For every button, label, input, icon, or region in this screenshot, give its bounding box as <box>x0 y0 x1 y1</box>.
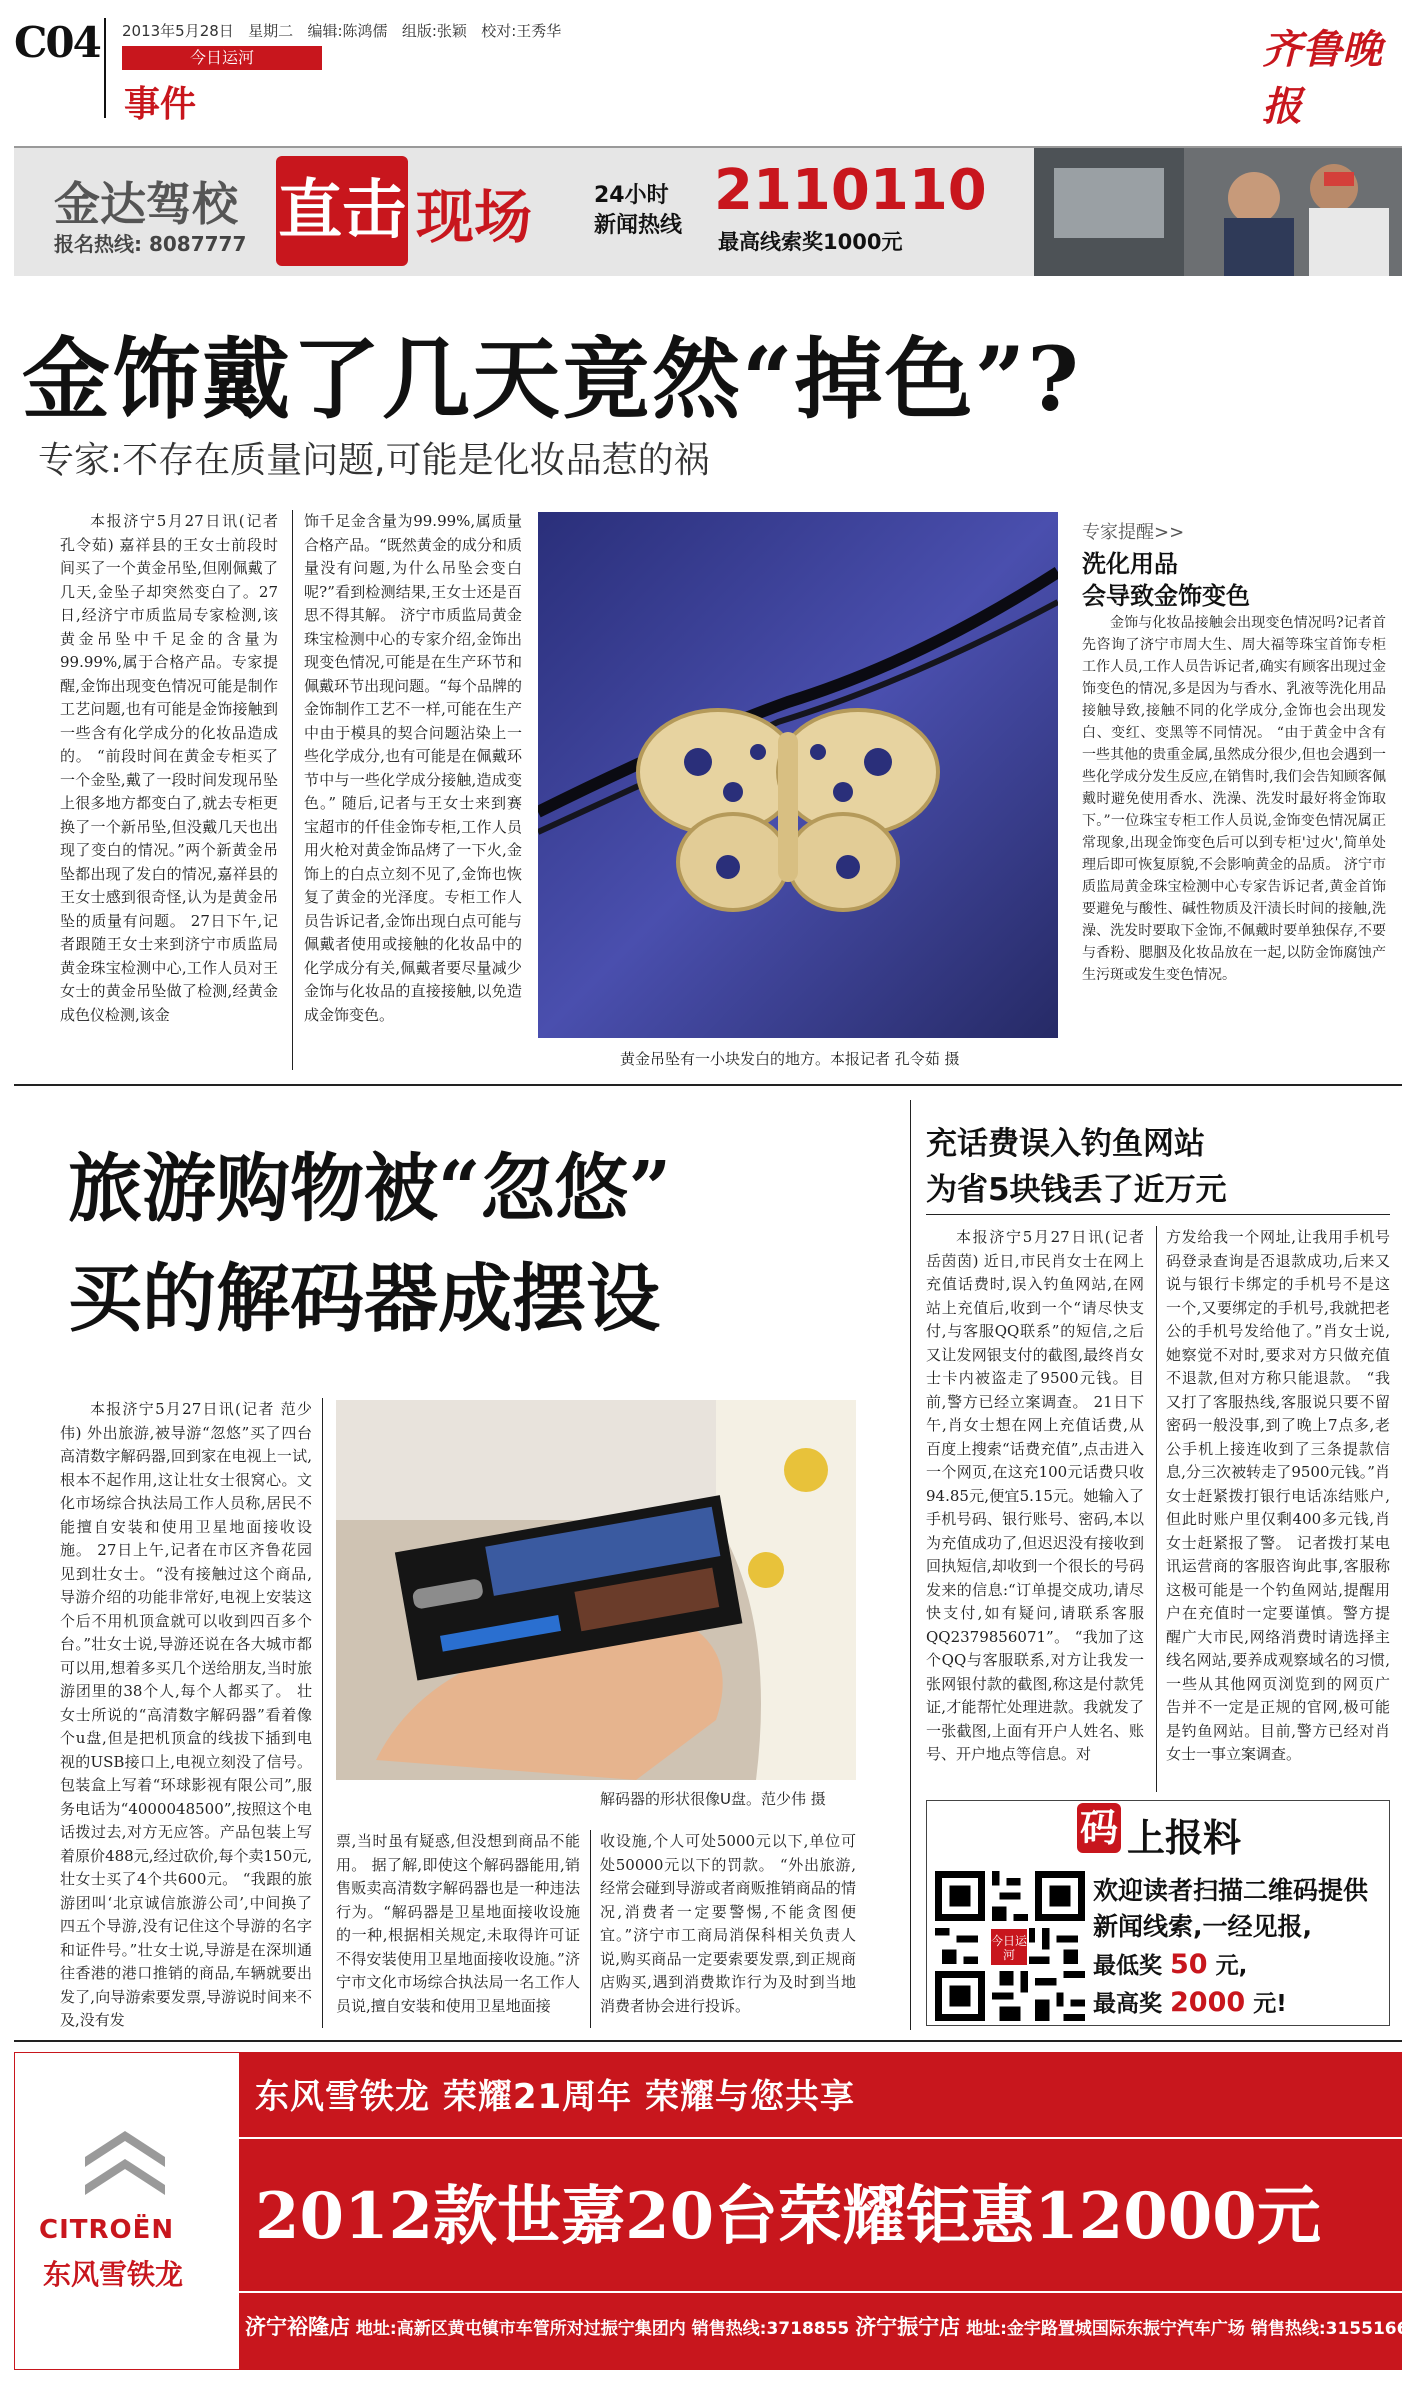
story3-divider <box>910 1100 911 2030</box>
ad-headline-1: 东风雪铁龙 荣耀21周年 荣耀与您共享 <box>255 2077 855 2117</box>
section-rule <box>14 1084 1402 1086</box>
column-divider <box>590 1830 591 2028</box>
decoder-photo-caption: 解码器的形状很像U盘。范少伟 摄 <box>600 1790 826 1808</box>
ad-red-panel <box>239 2053 1409 2369</box>
qr-max-label: 最高奖 <box>1093 1991 1162 2017</box>
banner-sponsor: 金达驾校 <box>54 177 238 231</box>
story3-headline-1: 充话费误入钓鱼网站 <box>926 1126 1205 1162</box>
banner-sponsor-phone: 报名热线: 8087777 <box>54 232 247 256</box>
banner-title-b: 现场 <box>416 183 533 251</box>
decoder-photo <box>336 1400 856 1780</box>
qr-title-char: 码 <box>1077 1803 1121 1853</box>
story3-column-1: 本报济宁5月27日讯(记者 岳茵茵) 近日,市民肖女士在网上充值话费时,误入钓鱼网站,在网站上充值后,收到一个“请尽快支付,与客服QQ联系”的短信,之后又让发网银支付的截图,最终肖女士卡内被盗走了9500元钱。目前,警方已经立案调查。 21日下午,肖女士想在网上充值话费,从百度上搜索“话费充值”,点击进入一个网页,在这充100元话费只收94.85元,便宜5.15元。她输入了手机号码、银行账号、密码,本以为充值成功了,但迟迟没有接收到回执短信,却收到一个很长的号码发来的信息:“订单提交成功,请尽快支付,如有疑问,请联系客服QQ2379856071”。 “我加了这个QQ与客服联系,对方让我发一张网银付款的截图,称这是付款凭证,才能帮忙处理进款。我就发了一张截图,上面有开户人姓名、账号、开户地点等信息。对 <box>926 1228 1144 1763</box>
citroen-logo-cn: 东风雪铁龙 <box>43 2258 184 2291</box>
story2-column-2: 票,当时虽有疑惑,但没想到商品不能用。 据了解,即使这个解码器能用,销售贩卖高清数字解码器也是一种违法行为。“解码器是卫星地面接收设施的一种,根据相关规定,未取得许可证不得安装使用卫星地面接收设施。”济宁市文化市场综合执法局一名工作人员说,擅自安装和使用卫星地面接 <box>336 1832 580 2015</box>
newspaper-brand: 齐鲁晚报 <box>1262 26 1382 130</box>
store-2-address: 地址:金宇路置城国际东振宁汽车广场 <box>966 2319 1245 2339</box>
pendant-photo <box>538 512 1058 1038</box>
expert-tip-label: 专家提醒>> <box>1082 522 1185 543</box>
banner-scene-photo <box>1034 148 1402 276</box>
banner-title-a: 直击 <box>276 156 408 266</box>
hotline-label-1: 24小时 <box>594 183 669 208</box>
store-2-hotline: 销售热线:3155166 <box>1250 2319 1409 2339</box>
story2-headline-2: 买的解码器成摆设 <box>68 1256 660 1342</box>
citroen-logo <box>21 2123 231 2323</box>
ad-headline-2: 2012款世嘉20台荣耀钜惠12000元 <box>255 2179 1321 2254</box>
weekday: 星期二 <box>248 22 294 40</box>
story3-column-2: 方发给我一个网址,让我用手机号码登录查询是否退款成功,后来又说与银行卡绑定的手机号不是这一个,又要绑定的手机号,我就把老公的手机号发给他了。”肖女士说,她察觉不对时,要求对方只做充值不退款,但对方称只能退款。 “我又打了客服热线,客服说只要不留密码一般没事,到了晚上7点多,老公手机上接连收到了三条提款信息,分三次被转走了9500元钱。”肖女士赶紧拨打银行电话冻结账户,但此时账户里仅剩400多元钱,肖女士赶紧报了警。 记者拨打某电讯运营商的客服咨询此事,客服称这极可能是一个钓鱼网站,提醒用户在充值时一定要谨慎。警方提醒广大市民,网络消费时请选择主线名网站,要养成观察域名的习惯,一些从其他网页浏览到的网页广告并不一定是正规的官网,极可能是钓鱼网站。目前,警方已经对肖女士一事立案调查。 <box>1166 1228 1390 1763</box>
story1-column-1: 本报济宁5月27日讯(记者 孔令茹) 嘉祥县的王女士前段时间买了一个黄金吊坠,但刚佩戴了几天,金坠子却突然变白了。27日,经济宁市质监局专家检测,该黄金吊坠中千足金的含量为99.99%,属于合格产品。专家提醒,金饰出现变色情况可能是制作工艺问题,也有可能是金饰接触到一些含有化学成分的化妆品造成的。 “前段时间在黄金专柜买了一个金坠,戴了一段时间发现吊坠上很多地方都变白了,就去专柜更换了一个新吊坠,但没戴几天也出现了变白的情况。”两个新黄金吊坠都出现了发白的情况,嘉祥县的王女士感到很奇怪,认为是黄金吊坠的质量有问题。 27日下午,记者跟随王女士来到济宁市质监局黄金珠宝检测中心,工作人员对王女士的黄金吊坠做了检测,经黄金成色仪检测,该金 <box>60 512 278 1024</box>
story2-column-1: 本报济宁5月27日讯(记者 范少伟) 外出旅游,被导游“忽悠”买了四台高清数字解码器,回到家在电视上一试,根本不起作用,这让壮女士很窝心。文化市场综合执法局工作人员称,居民不能擅自安装和使用卫星地面接收设施。 27日上午,记者在市区齐鲁花园见到壮女士。“没有接触过这个商品,导游介绍的功能非常好,电视上安装这个后不用机顶盒就可以收到四百多个台。”壮女士说,导游还说在各大城市都可以用,想着多买几个送给朋友,当时旅游团里的38个人,每个人都买了。 壮女士所说的“高清数字解码器”看着像个u盘,但是把机顶盒的线拔下插到电视的USB接口上,电视立刻没了信号。包装盒上写着“环球影视有限公司”,服务电话为“4000048500”,按照这个电话拨过去,对方无应答。产品包装上写着原价488元,经过砍价,每个卖150元,壮女士买了4个共600元。 “我跟的旅游团叫‘北京诚信旅游公司’,中间换了四五个导游,没有记住这个导游的名字和证件号。”壮女士说,导游是在深圳通往香港的港口推销的商品,车辆就要出发了,向导游索要发票,导游说时间来不及,没有发 <box>60 1400 312 2028</box>
masthead <box>0 0 1417 130</box>
qr-max-reward <box>1093 1985 1287 2018</box>
story3-headline-rule <box>926 1214 1390 1215</box>
hotline-reward: 最高线索奖1000元 <box>718 230 903 254</box>
column-divider <box>292 510 293 1070</box>
store-1-name: 济宁裕隆店 <box>245 2315 350 2339</box>
citroen-chevron-icon <box>75 2123 175 2203</box>
story2-headline-1: 旅游购物被“忽悠” <box>68 1146 672 1232</box>
editor: 编辑:陈鸿儒 <box>307 22 388 40</box>
qr-max-value: 2000 <box>1170 1987 1246 2018</box>
banner <box>14 146 1402 276</box>
qr-min-reward <box>1093 1947 1247 1980</box>
citroen-ad <box>14 2052 1409 2370</box>
qr-unit: 元, <box>1215 1953 1248 1979</box>
citroen-logo-text: CITROËN <box>39 2215 175 2245</box>
ad-divider <box>239 2291 1402 2293</box>
qr-report-box <box>926 1800 1390 2026</box>
date: 2013年5月28日 <box>122 22 234 40</box>
expert-tip-title-2: 会导致金饰变色 <box>1082 582 1250 610</box>
section-tag: 今日运河 <box>122 46 322 70</box>
store-1-address: 地址:高新区黄屯镇市车管所对过振宁集团内 <box>355 2319 686 2339</box>
expert-tip-title-1: 洗化用品 <box>1082 550 1178 578</box>
section-rule <box>14 2040 1402 2042</box>
column-divider <box>1156 1226 1157 1792</box>
qr-min-label: 最低奖 <box>1093 1953 1162 1979</box>
hotline-label-2: 新闻热线 <box>594 213 683 238</box>
pendant-photo-caption: 黄金吊坠有一小块发白的地方。本报记者 孔令茹 摄 <box>620 1050 960 1068</box>
ad-store-line <box>245 2311 1408 2341</box>
page-number: C04 <box>14 18 100 67</box>
story3-headline-2: 为省5块钱丢了近万元 <box>926 1172 1227 1208</box>
qr-min-value: 50 <box>1170 1949 1208 1980</box>
qr-line-2: 新闻线索,一经见报, <box>1093 1912 1312 1941</box>
store-1-hotline: 销售热线:3718855 <box>691 2319 850 2339</box>
qr-unit-2: 元! <box>1253 1991 1287 2017</box>
story2-column-3: 收设施,个人可处5000元以下,单位可处50000元以下的罚款。 “外出旅游,经常会碰到导游或者商贩推销商品的情况,消费者一定要警惕,不能贪图便宜。”济宁市工商局消保科相关负责人说,购买商品一定要索要发票,到正规商店购买,遇到消费欺诈行为及时到当地消费者协会进行投诉。 <box>600 1832 856 2015</box>
story1-headline: 金饰戴了几天竟然“掉色”? <box>22 327 1081 431</box>
store-2-name: 济宁振宁店 <box>855 2315 961 2339</box>
qr-badge: 今日运河 <box>989 1927 1029 1967</box>
masthead-meta <box>122 20 561 41</box>
ad-divider <box>239 2137 1402 2139</box>
masthead-divider <box>104 18 106 118</box>
qr-line-1: 欢迎读者扫描二维码提供 <box>1093 1876 1369 1905</box>
hotline-number: 2110110 <box>714 158 987 223</box>
expert-tip-body: 金饰与化妆品接触会出现变色情况吗?记者首先咨询了济宁市周大生、周大福等珠宝首饰专柜工作人员,工作人员告诉记者,确实有顾客出现过金饰变色的情况,多是因为与香水、乳液等洗化用品接触导致,接触不同的化学成分,金饰也会出现发白、变红、变黑等不同情况。 “由于黄金中含有一些其他的贵重金属,虽然成分很少,但也会遇到一些化学成分发生反应,在销售时,我们会告知顾客佩戴时避免使用香水、洗澡、洗发时最好将金饰取下。”一位珠宝专柜工作人员说,金饰变色情况属正常现象,出现金饰变色后可以到专柜'过火',简单处理后即可恢复原貌,不会影响黄金的品质。 济宁市质监局黄金珠宝检测中心专家告诉记者,黄金首饰要避免与酸性、碱性物质及汗渍长时间的接触,洗澡、洗发时要取下金饰,不佩戴时要单独保存,不要与香粉、腮胭及化妆品放在一起,以防金饰腐蚀产生污斑或发生变色情况。 <box>1082 615 1386 983</box>
section-title: 事件 <box>124 84 197 125</box>
story1-column-2: 饰千足金含量为99.99%,属质量合格产品。“既然黄金的成分和质量没有问题,为什么吊坠会变白呢?”看到检测结果,王女士还是百思不得其解。 济宁市质监局黄金珠宝检测中心的专家介绍,金饰出现变色情况,可能是在生产环节和佩戴环节出现问题。“每个品牌的金饰制作工艺不一样,可能在生产中由于模具的契合问题沾染上一些化学成分,也有可能是在佩戴环节中与一些化学成分接触,造成变色。” 随后,记者与王女士来到赛宝超市的仟佳金饰专柜,工作人员用火枪对黄金饰品烤了一下火,金饰上的白点立刻不见了,金饰也恢复了黄金的光泽度。专柜工作人员告诉记者,金饰出现白点可能与佩戴者使用或接触的化妆品中的化学成分有关,佩戴者要尽量减少金饰与化妆品的直接接触,以免造成金饰变色。 <box>304 512 522 1024</box>
story1-subhead: 专家:不存在质量问题,可能是化妆品惹的祸 <box>38 440 710 481</box>
layout-editor: 组版:张颖 <box>401 22 467 40</box>
column-divider <box>322 1398 323 2028</box>
qr-title: 上报料 <box>1127 1816 1242 1860</box>
proofreader: 校对:王秀华 <box>481 22 562 40</box>
